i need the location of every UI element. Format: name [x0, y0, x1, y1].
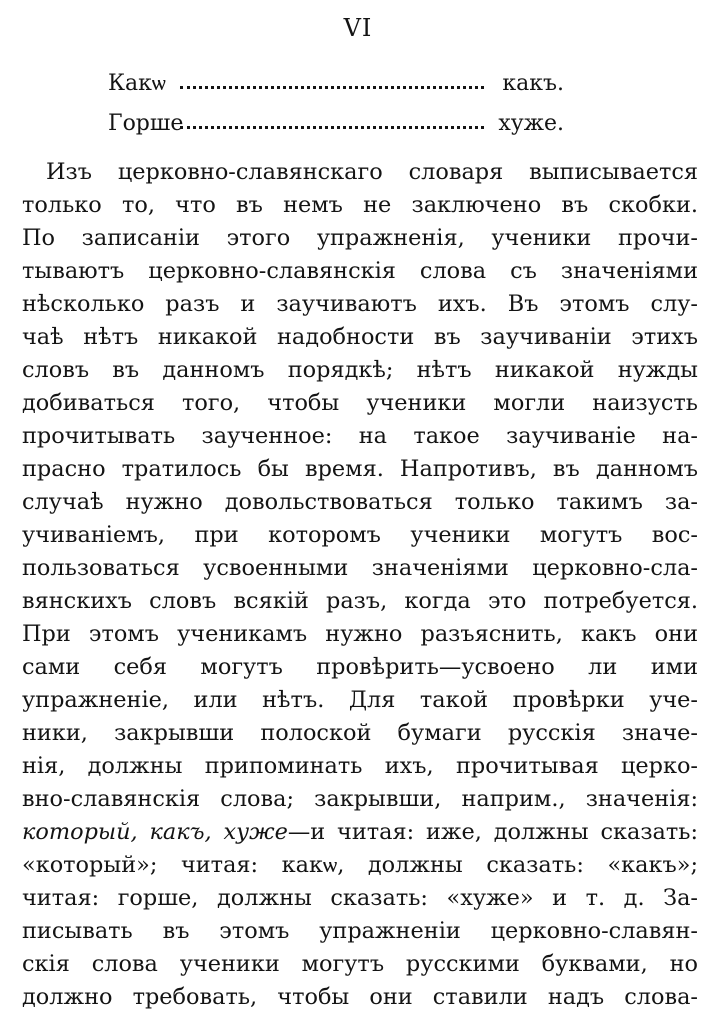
dot-leader: [180, 86, 484, 89]
text-line: сами себя могутъ провѣрить—усвоено ли ими: [22, 654, 698, 680]
text-line: «который»; читая: какѡ, должны сказать: «какъ»;: [22, 852, 698, 878]
text-fragment: —и читая: иже, должны сказать:: [287, 819, 699, 845]
text-line: скія слова ученики могутъ русскими буквами, но: [22, 951, 698, 977]
vocabulary-meaning: хуже.: [498, 111, 564, 136]
text-line: прочитывать заученное: на такое заучиваніе на-: [22, 423, 698, 449]
text-line: нѣсколько разъ и заучиваютъ ихъ. Въ этомъ слу-: [22, 291, 698, 317]
vocabulary-meaning: какъ.: [502, 71, 564, 96]
text-line: Изъ церковно-славянскаго словаря выписывается: [46, 159, 698, 185]
text-line: нія, должны припоминать ихъ, прочитывая церко-: [22, 753, 698, 779]
text-line: учиваніемъ, при которомъ ученики могутъ вос-: [22, 522, 698, 548]
text-line: должно требовать, чтобы они ставили надъ слова-: [22, 984, 698, 1010]
text-line: случаѣ нужно довольствоваться только такимъ за-: [22, 489, 698, 515]
text-line: При этомъ ученикамъ нужно разъяснить, какъ они: [22, 621, 698, 647]
text-line: ники, закрывши полоской бумаги русскія значе-: [22, 720, 698, 746]
text-line: писывать въ этомъ упражненіи церковно-славян-: [22, 918, 698, 944]
vocabulary-entry: [108, 104, 564, 144]
text-line: [22, 816, 698, 849]
text-line: вянскихъ словъ всякій разъ, когда это потребуется.: [22, 588, 698, 614]
vocabulary-entry: [108, 64, 564, 104]
text-line: вно-славянскія слова; закрывши, наприм., значенія:: [22, 786, 698, 812]
text-line: пользоваться усвоенными значеніями церковно-сла-: [22, 555, 698, 581]
dot-leader: [180, 126, 484, 129]
text-line: добиваться того, чтобы ученики могли наизусть: [22, 390, 698, 416]
text-line: тываютъ церковно-славянскія слова съ значеніями: [22, 258, 698, 284]
text-line: читая: горше, должны сказать: «хуже» и т. д. За-: [22, 885, 698, 911]
vocabulary-word: Какѡ: [108, 71, 166, 96]
text-line: только то, что въ немъ не заключено въ скобки.: [22, 192, 698, 218]
italic-words: который, какъ, хуже: [22, 819, 288, 845]
text-line: словъ въ данномъ порядкѣ; нѣтъ никакой нужды: [22, 357, 698, 383]
page-number: VI: [343, 14, 373, 42]
vocabulary-word: Горше: [108, 111, 184, 136]
text-line: По записаніи этого упражненія, ученики прочи-: [22, 225, 698, 251]
text-line: чаѣ нѣтъ никакой надобности въ заучиваніи этихъ: [22, 324, 698, 350]
text-line: прасно тратилось бы время. Напротивъ, въ данномъ: [22, 456, 698, 482]
text-line: упражненіе, или нѣтъ. Для такой провѣрки уче-: [22, 687, 698, 713]
body-paragraph: [22, 156, 698, 1014]
